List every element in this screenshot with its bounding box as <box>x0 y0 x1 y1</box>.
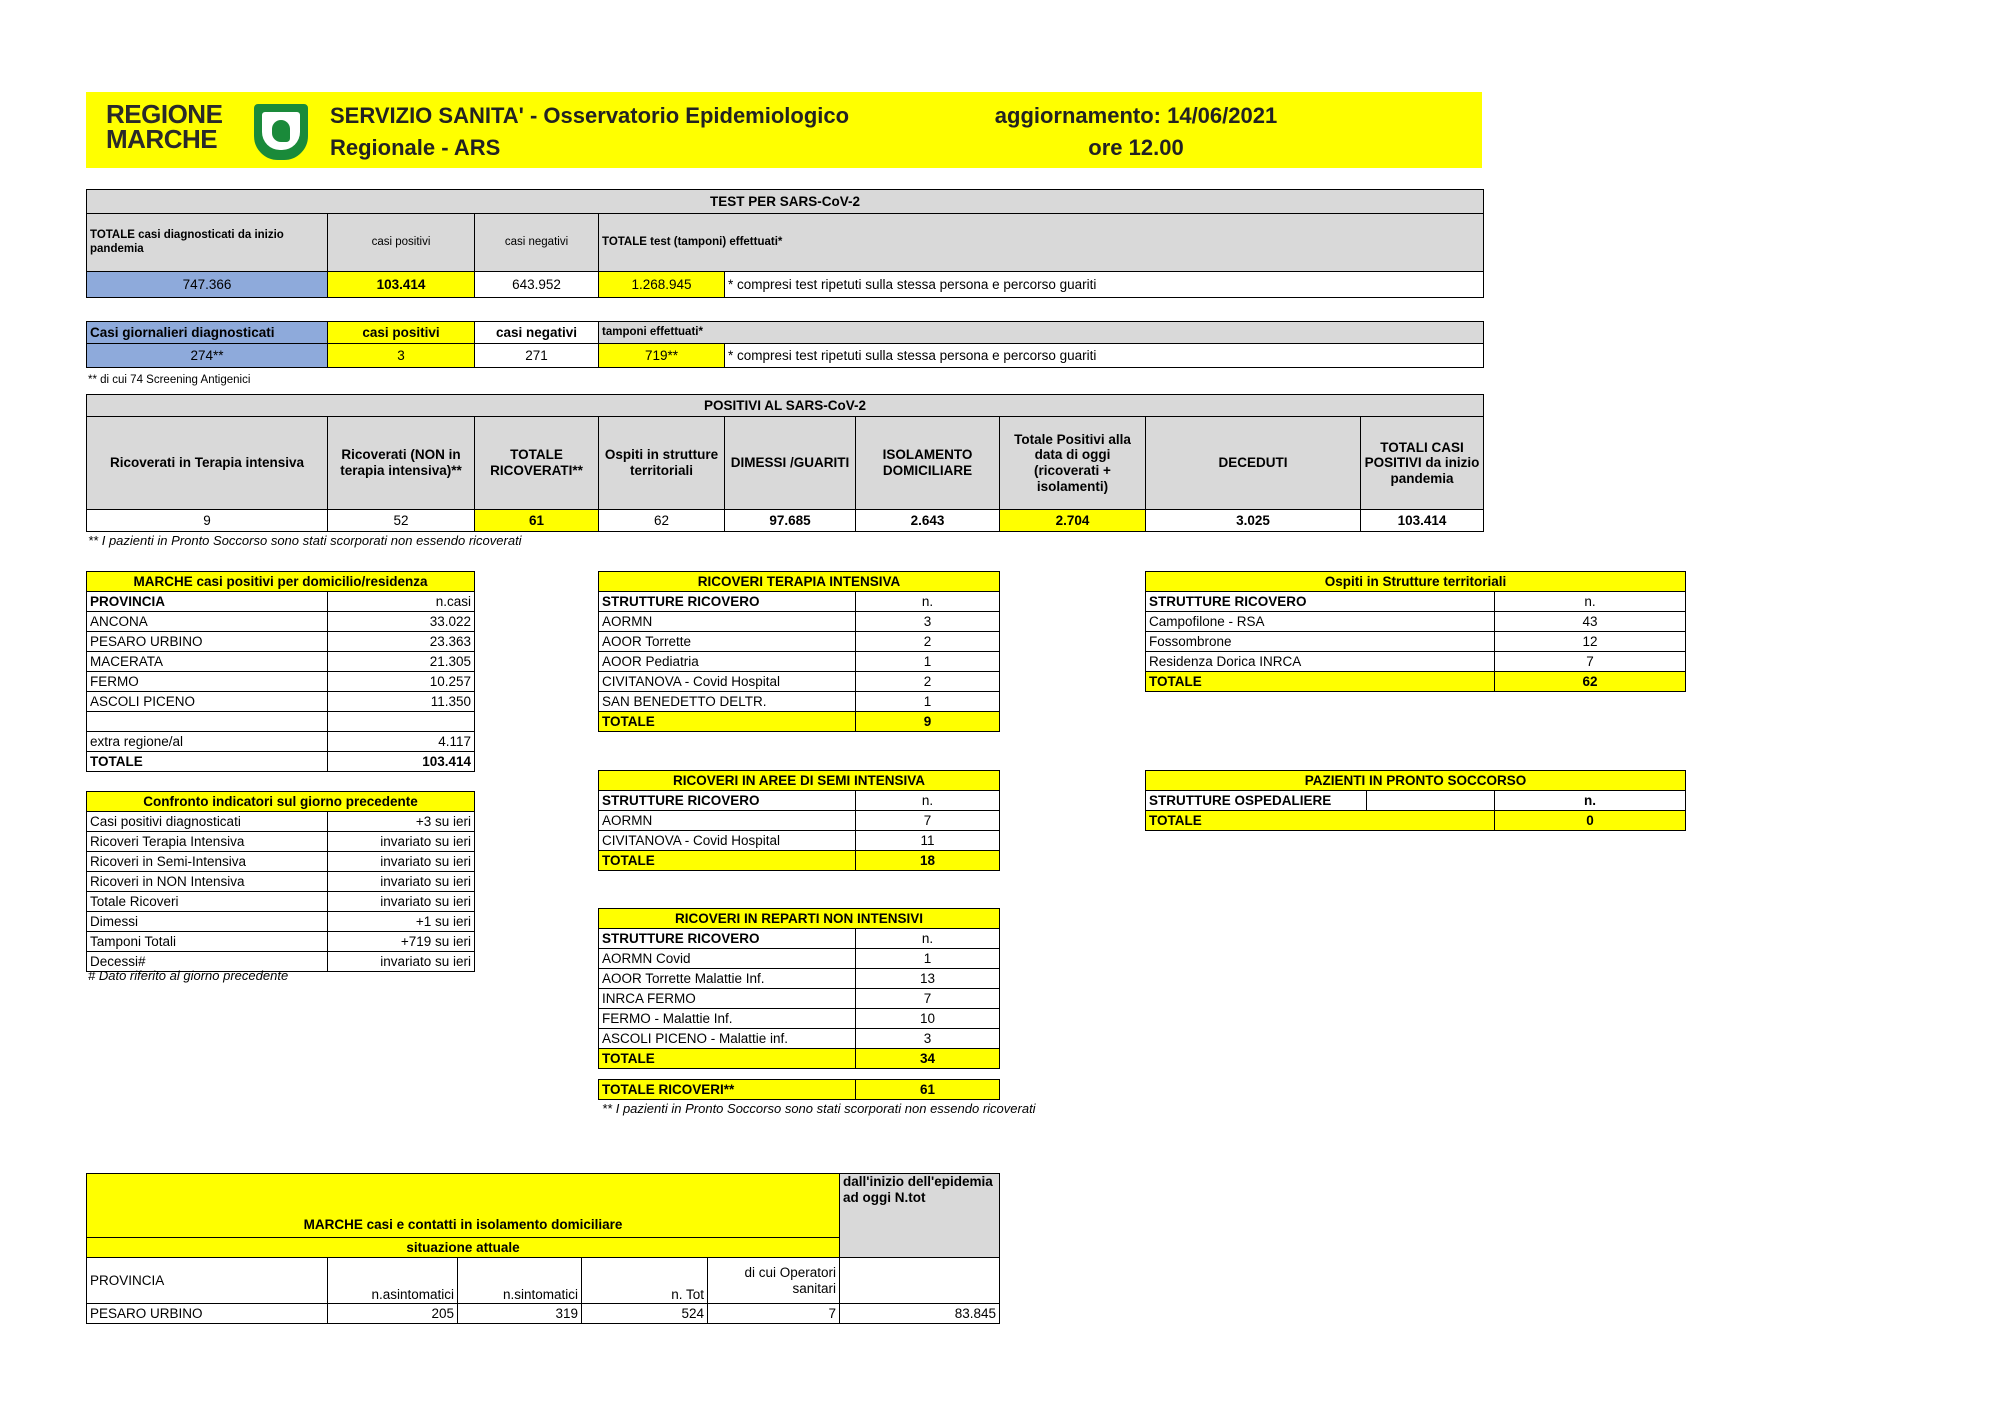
test-note: * compresi test ripetuti sulla stessa persona e percorso guariti <box>725 272 1484 298</box>
ospiti-name: Residenza Dorica INRCA <box>1146 652 1495 672</box>
positivi-table <box>86 394 1484 532</box>
isolamento-header-tot: n. Tot <box>582 1258 708 1304</box>
isolamento-header-prov: PROVINCIA <box>87 1258 328 1304</box>
ps-total-label: TOTALE <box>1146 811 1495 831</box>
table-row <box>87 712 475 732</box>
table-row <box>87 672 475 692</box>
confronto-name: Totale Ricoveri <box>87 892 328 912</box>
ps-total-value: 0 <box>1495 811 1686 831</box>
semi-name: AORMN <box>599 811 856 831</box>
confronto-title: Confronto indicatori sul giorno precedente <box>87 792 475 812</box>
provincia-name <box>87 712 328 732</box>
positivi-value: 62 <box>599 510 725 532</box>
logo-line1: REGIONE <box>106 99 223 129</box>
ti-table <box>598 571 1000 732</box>
provincia-header-val: n.casi <box>328 592 475 612</box>
ospiti-name: Campofilone - RSA <box>1146 612 1495 632</box>
positivi-value: 103.414 <box>1361 510 1484 532</box>
isolamento-row-prov: PESARO URBINO <box>87 1304 328 1324</box>
table-row <box>599 929 1000 949</box>
ti-name: SAN BENEDETTO DELTR. <box>599 692 856 712</box>
table-row <box>1146 652 1686 672</box>
isolamento-row-oper: 7 <box>708 1304 840 1324</box>
provincia-name: extra regione/al <box>87 732 328 752</box>
totale-ricoveri-value: 61 <box>856 1080 1000 1100</box>
table-row <box>599 791 1000 811</box>
daily-value-neg: 271 <box>475 344 599 368</box>
confronto-value: +1 su ieri <box>328 912 475 932</box>
ti-value: 2 <box>856 672 1000 692</box>
ti-name: AOOR Torrette <box>599 632 856 652</box>
confronto-value: invariato su ieri <box>328 872 475 892</box>
provincia-table <box>86 571 475 772</box>
totale-ricoveri-note: ** I pazienti in Pronto Soccorso sono stati scorporati non essendo ricoverati <box>602 1101 1036 1116</box>
confronto-name: Ricoveri in NON Intensiva <box>87 872 328 892</box>
positivi-header: Ricoverati in Terapia intensiva <box>87 417 328 510</box>
isolamento-table <box>86 1173 1000 1324</box>
positivi-value: 3.025 <box>1146 510 1361 532</box>
provincia-title: MARCHE casi positivi per domicilio/residenza <box>87 572 475 592</box>
daily-table <box>86 321 1484 368</box>
update-time: ore 12.00 <box>1088 135 1184 160</box>
provincia-value: 23.363 <box>328 632 475 652</box>
ps-header-val: n. <box>1495 791 1686 811</box>
ps-table <box>1145 770 1686 831</box>
ospiti-value: 7 <box>1495 652 1686 672</box>
daily-header-tests: tamponi effettuati* <box>599 322 1484 344</box>
semi-value: 7 <box>856 811 1000 831</box>
table-row <box>599 811 1000 831</box>
table-row <box>599 672 1000 692</box>
daily-header-label: Casi giornalieri diagnosticati <box>87 322 328 344</box>
semi-value: 11 <box>856 831 1000 851</box>
title-line1: SERVIZIO SANITA' - Osservatorio Epidemiologico <box>330 103 850 128</box>
table-row <box>87 732 475 752</box>
table-row <box>87 892 475 912</box>
semi-total-label: TOTALE <box>599 851 856 871</box>
table-row <box>1146 672 1686 692</box>
semi-total-value: 18 <box>856 851 1000 871</box>
nonint-name: AOOR Torrette Malattie Inf. <box>599 969 856 989</box>
header-banner <box>86 92 1482 168</box>
totale-ricoveri-table <box>598 1079 1000 1100</box>
isolamento-row-sint: 319 <box>458 1304 582 1324</box>
ti-name: AORMN <box>599 612 856 632</box>
totale-ricoveri-label: TOTALE RICOVERI** <box>599 1080 856 1100</box>
positivi-header: Ospiti in strutture territoriali <box>599 417 725 510</box>
provincia-name: MACERATA <box>87 652 328 672</box>
provincia-name: PESARO URBINO <box>87 632 328 652</box>
table-row <box>599 712 1000 732</box>
positivi-header: ISOLAMENTO DOMICILIARE <box>856 417 1000 510</box>
table-row <box>87 612 475 632</box>
positivi-header: TOTALE RICOVERATI** <box>475 417 599 510</box>
confronto-value: invariato su ieri <box>328 892 475 912</box>
table-row <box>599 1049 1000 1069</box>
isolamento-row-ntot: 83.845 <box>840 1304 1000 1324</box>
table-row <box>87 932 475 952</box>
test-header-neg: casi negativi <box>475 214 599 272</box>
table-row <box>87 832 475 852</box>
nonint-header-val: n. <box>856 929 1000 949</box>
table-row <box>599 989 1000 1009</box>
ospiti-total-label: TOTALE <box>1146 672 1495 692</box>
nonint-total-value: 34 <box>856 1049 1000 1069</box>
ti-value: 3 <box>856 612 1000 632</box>
positivi-header: DIMESSI /GUARITI <box>725 417 856 510</box>
table-row <box>599 592 1000 612</box>
provincia-value: 33.022 <box>328 612 475 632</box>
nonint-name: AORMN Covid <box>599 949 856 969</box>
confronto-name: Dimessi <box>87 912 328 932</box>
provincia-value <box>328 712 475 732</box>
positivi-header: Ricoverati (NON in terapia intensiva)** <box>328 417 475 510</box>
regione-marche-logo <box>106 99 306 158</box>
table-row <box>1146 572 1686 592</box>
ospiti-header-name: STRUTTURE RICOVERO <box>1146 592 1495 612</box>
title-line2: Regionale - ARS <box>330 135 501 160</box>
ti-value: 1 <box>856 652 1000 672</box>
test-value-total: 747.366 <box>87 272 328 298</box>
ospiti-value: 43 <box>1495 612 1686 632</box>
positivi-title: POSITIVI AL SARS-CoV-2 <box>87 395 1484 417</box>
confronto-note: # Dato riferito al giorno precedente <box>88 968 289 983</box>
nonint-value: 10 <box>856 1009 1000 1029</box>
daily-value-tests: 719** <box>599 344 725 368</box>
positivi-value: 61 <box>475 510 599 532</box>
daily-note: * compresi test ripetuti sulla stessa persona e percorso guariti <box>725 344 1484 368</box>
isolamento-side-header: dall'inizio dell'epidemia ad oggi N.tot <box>840 1174 1000 1258</box>
nonint-value: 3 <box>856 1029 1000 1049</box>
confronto-value: invariato su ieri <box>328 952 475 972</box>
ti-total-value: 9 <box>856 712 1000 732</box>
confronto-value: invariato su ieri <box>328 852 475 872</box>
isolamento-header-empty <box>840 1258 1000 1304</box>
provincia-value: 10.257 <box>328 672 475 692</box>
confronto-value: invariato su ieri <box>328 832 475 852</box>
nonint-title: RICOVERI IN REPARTI NON INTENSIVI <box>599 909 1000 929</box>
semi-name: CIVITANOVA - Covid Hospital <box>599 831 856 851</box>
daily-value-pos: 3 <box>328 344 475 368</box>
ti-header-val: n. <box>856 592 1000 612</box>
nonint-name: ASCOLI PICENO - Malattie inf. <box>599 1029 856 1049</box>
positivi-header: DECEDUTI <box>1146 417 1361 510</box>
table-row <box>599 632 1000 652</box>
table-row <box>87 652 475 672</box>
provincia-name: FERMO <box>87 672 328 692</box>
provincia-name: ANCONA <box>87 612 328 632</box>
table-row <box>87 812 475 832</box>
table-row <box>87 692 475 712</box>
update-info <box>966 100 1306 164</box>
test-table <box>86 189 1484 298</box>
test-header-tests: TOTALE test (tamponi) effettuati* <box>599 214 1484 272</box>
semi-header-val: n. <box>856 791 1000 811</box>
daily-value-total: 274** <box>87 344 328 368</box>
test-header-pos: casi positivi <box>328 214 475 272</box>
table-row <box>599 949 1000 969</box>
isolamento-title: MARCHE casi e contatti in isolamento domiciliare <box>87 1174 840 1238</box>
confronto-value: +719 su ieri <box>328 932 475 952</box>
ospiti-header-val: n. <box>1495 592 1686 612</box>
nonint-name: FERMO - Malattie Inf. <box>599 1009 856 1029</box>
nonint-value: 1 <box>856 949 1000 969</box>
ospiti-table <box>1145 571 1686 692</box>
nonint-name: INRCA FERMO <box>599 989 856 1009</box>
nonint-value: 7 <box>856 989 1000 1009</box>
table-row <box>599 771 1000 791</box>
table-row <box>599 1029 1000 1049</box>
table-row <box>599 572 1000 592</box>
table-row <box>599 969 1000 989</box>
report-title <box>330 100 849 164</box>
nonint-value: 13 <box>856 969 1000 989</box>
provincia-total-value: 103.414 <box>328 752 475 772</box>
confronto-table <box>86 791 475 972</box>
ospiti-title: Ospiti in Strutture territoriali <box>1146 572 1686 592</box>
test-header-total: TOTALE casi diagnosticati da inizio pandemia <box>87 214 328 272</box>
isolamento-header-oper: di cui Operatori sanitari <box>708 1258 840 1304</box>
semi-table <box>598 770 1000 871</box>
ti-total-label: TOTALE <box>599 712 856 732</box>
ti-name: AOOR Pediatria <box>599 652 856 672</box>
test-value-pos: 103.414 <box>328 272 475 298</box>
logo-line2: MARCHE <box>106 124 218 154</box>
isolamento-row-tot: 524 <box>582 1304 708 1324</box>
confronto-name: Decessi# <box>87 952 328 972</box>
table-row <box>599 851 1000 871</box>
isolamento-subtitle: situazione attuale <box>87 1238 840 1258</box>
table-row <box>87 872 475 892</box>
ospiti-total-value: 62 <box>1495 672 1686 692</box>
confronto-value: +3 su ieri <box>328 812 475 832</box>
confronto-name: Ricoveri Terapia Intensiva <box>87 832 328 852</box>
ps-title: PAZIENTI IN PRONTO SOCCORSO <box>1146 771 1686 791</box>
ti-header-name: STRUTTURE RICOVERO <box>599 592 856 612</box>
confronto-name: Casi positivi diagnosticati <box>87 812 328 832</box>
test-title: TEST PER SARS-CoV-2 <box>87 190 1484 214</box>
provincia-name: ASCOLI PICENO <box>87 692 328 712</box>
table-row <box>87 852 475 872</box>
nonint-header-name: STRUTTURE RICOVERO <box>599 929 856 949</box>
confronto-name: Ricoveri in Semi-Intensiva <box>87 852 328 872</box>
test-value-neg: 643.952 <box>475 272 599 298</box>
confronto-name: Tamponi Totali <box>87 932 328 952</box>
table-row <box>87 752 475 772</box>
positivi-value: 2.704 <box>1000 510 1146 532</box>
ti-value: 1 <box>856 692 1000 712</box>
positivi-note: ** I pazienti in Pronto Soccorso sono stati scorporati non essendo ricoverati <box>88 533 522 548</box>
provincia-total-label: TOTALE <box>87 752 328 772</box>
test-value-tests: 1.268.945 <box>599 272 725 298</box>
positivi-header: Totale Positivi alla data di oggi (ricoverati + isolamenti) <box>1000 417 1146 510</box>
positivi-value: 97.685 <box>725 510 856 532</box>
table-row <box>599 909 1000 929</box>
table-row <box>87 912 475 932</box>
semi-title: RICOVERI IN AREE DI SEMI INTENSIVA <box>599 771 1000 791</box>
positivi-header: TOTALI CASI POSITIVI da inizio pandemia <box>1361 417 1484 510</box>
ospiti-name: Fossombrone <box>1146 632 1495 652</box>
positivi-value: 2.643 <box>856 510 1000 532</box>
provincia-header-name: PROVINCIA <box>87 592 328 612</box>
table-row <box>87 632 475 652</box>
table-row <box>599 831 1000 851</box>
table-row <box>599 652 1000 672</box>
daily-header-pos: casi positivi <box>328 322 475 344</box>
daily-footnote: ** di cui 74 Screening Antigenici <box>88 374 251 386</box>
isolamento-header-sint: n.sintomatici <box>458 1258 582 1304</box>
ti-name: CIVITANOVA - Covid Hospital <box>599 672 856 692</box>
provincia-value: 4.117 <box>328 732 475 752</box>
table-row <box>1146 632 1686 652</box>
table-row <box>599 692 1000 712</box>
isolamento-header-asint: n.asintomatici <box>328 1258 458 1304</box>
nonint-total-label: TOTALE <box>599 1049 856 1069</box>
table-row <box>599 612 1000 632</box>
ospiti-value: 12 <box>1495 632 1686 652</box>
table-row <box>1146 592 1686 612</box>
ps-header-name: STRUTTURE OSPEDALIERE <box>1146 791 1367 811</box>
daily-header-neg: casi negativi <box>475 322 599 344</box>
positivi-value: 52 <box>328 510 475 532</box>
semi-header-name: STRUTTURE RICOVERO <box>599 791 856 811</box>
update-date: aggiornamento: 14/06/2021 <box>994 103 1278 128</box>
provincia-value: 21.305 <box>328 652 475 672</box>
isolamento-row-asint: 205 <box>328 1304 458 1324</box>
provincia-value: 11.350 <box>328 692 475 712</box>
ps-header-empty <box>1367 791 1495 811</box>
nonint-table <box>598 908 1000 1069</box>
ti-title: RICOVERI TERAPIA INTENSIVA <box>599 572 1000 592</box>
positivi-value: 9 <box>87 510 328 532</box>
table-row <box>599 1009 1000 1029</box>
table-row <box>1146 612 1686 632</box>
logo-seal-icon <box>254 104 308 160</box>
ti-value: 2 <box>856 632 1000 652</box>
